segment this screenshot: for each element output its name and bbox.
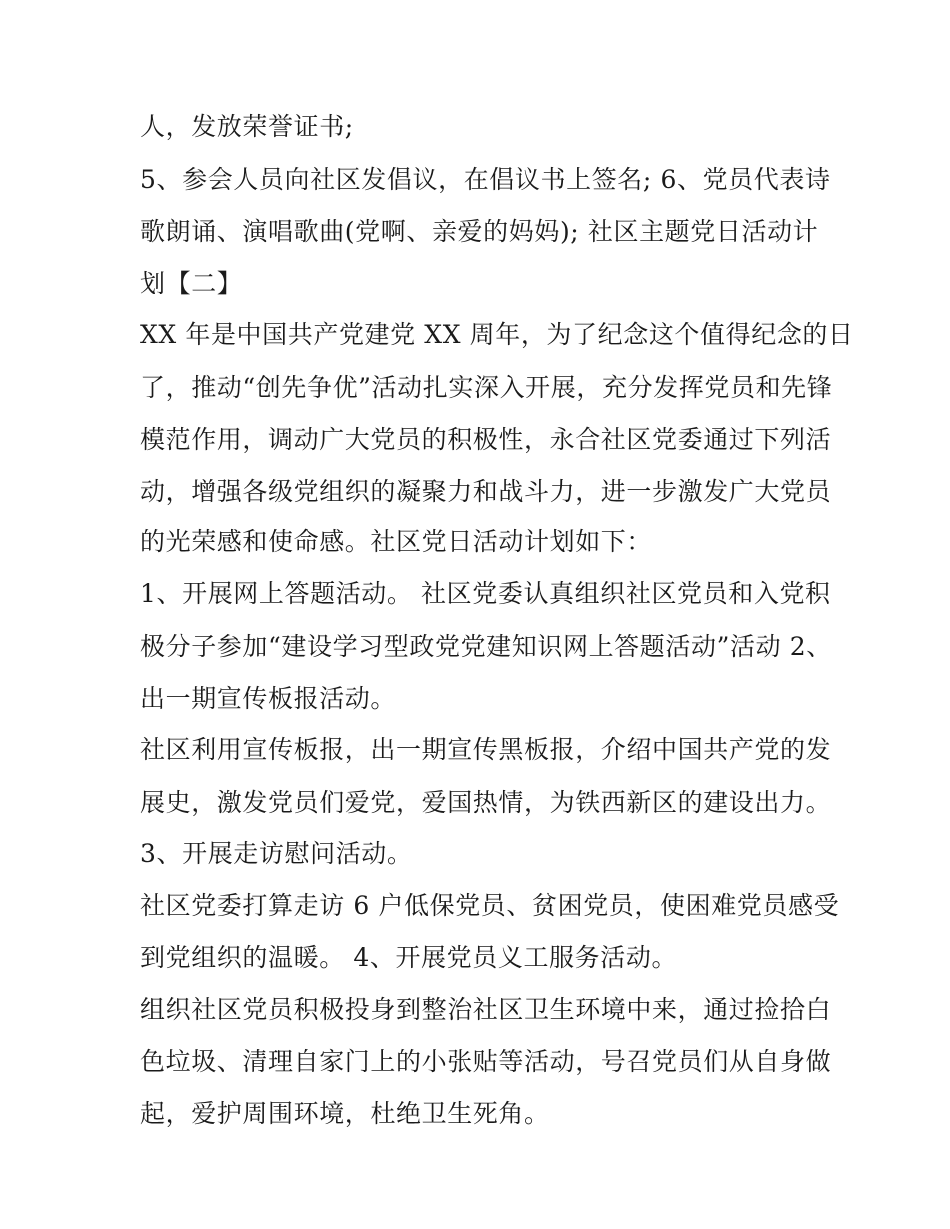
text-line: 动，增强各级党组织的凝聚力和战斗力，进一步激发广大党员 [140,477,832,506]
text-line: 到党组织的温暖。 4、开展党员义工服务活动。 [140,943,678,972]
text-line: 出一期宣传板报活动。 [140,684,397,713]
text-line: 极分子参加“建设学习型政党党建知识网上答题活动”活动 2、 [140,632,832,661]
text-line: 3、开展走访慰问活动。 [140,839,413,868]
text-line: 模范作用，调动广大党员的积极性，永合社区党委通过下列活 [140,425,832,454]
text-line: 歌朗诵、演唱歌曲(党啊、亲爱的妈妈); 社区主题党日活动计 [140,217,819,246]
text-line: 社区党委打算走访 6 户低保党员、贫困党员，使困难党员感受 [140,891,840,920]
text-line: 组织社区党员积极投身到整治社区卫生环境中来，通过捡拾白 [140,995,832,1024]
text-line: 划【二】 [140,269,243,298]
text-line: XX 年是中国共产党建党 XX 周年，为了纪念这个值得纪念的日 [140,320,854,349]
text-line: 1、开展网上答题活动。 社区党委认真组织社区党员和入党积 [140,579,831,608]
text-line: 起，爱护周围环境，杜绝卫生死角。 [140,1099,550,1128]
text-line: 5、参会人员向社区发倡议，在倡议书上签名; 6、党员代表诗 [140,165,831,194]
text-line: 的光荣感和使命感。社区党日活动计划如下： [140,527,653,556]
text-line: 了，推动“创先争优”活动扎实深入开展，充分发挥党员和先锋 [140,373,833,402]
text-line: 展史，激发党员们爱党，爱国热情，为铁西新区的建设出力。 [140,788,832,817]
text-line: 人，发放荣誉证书; [140,112,354,141]
text-line: 色垃圾、清理自家门上的小张贴等活动，号召党员们从自身做 [140,1047,832,1076]
text-line: 社区利用宣传板报，出一期宣传黑板报，介绍中国共产党的发 [140,735,832,764]
